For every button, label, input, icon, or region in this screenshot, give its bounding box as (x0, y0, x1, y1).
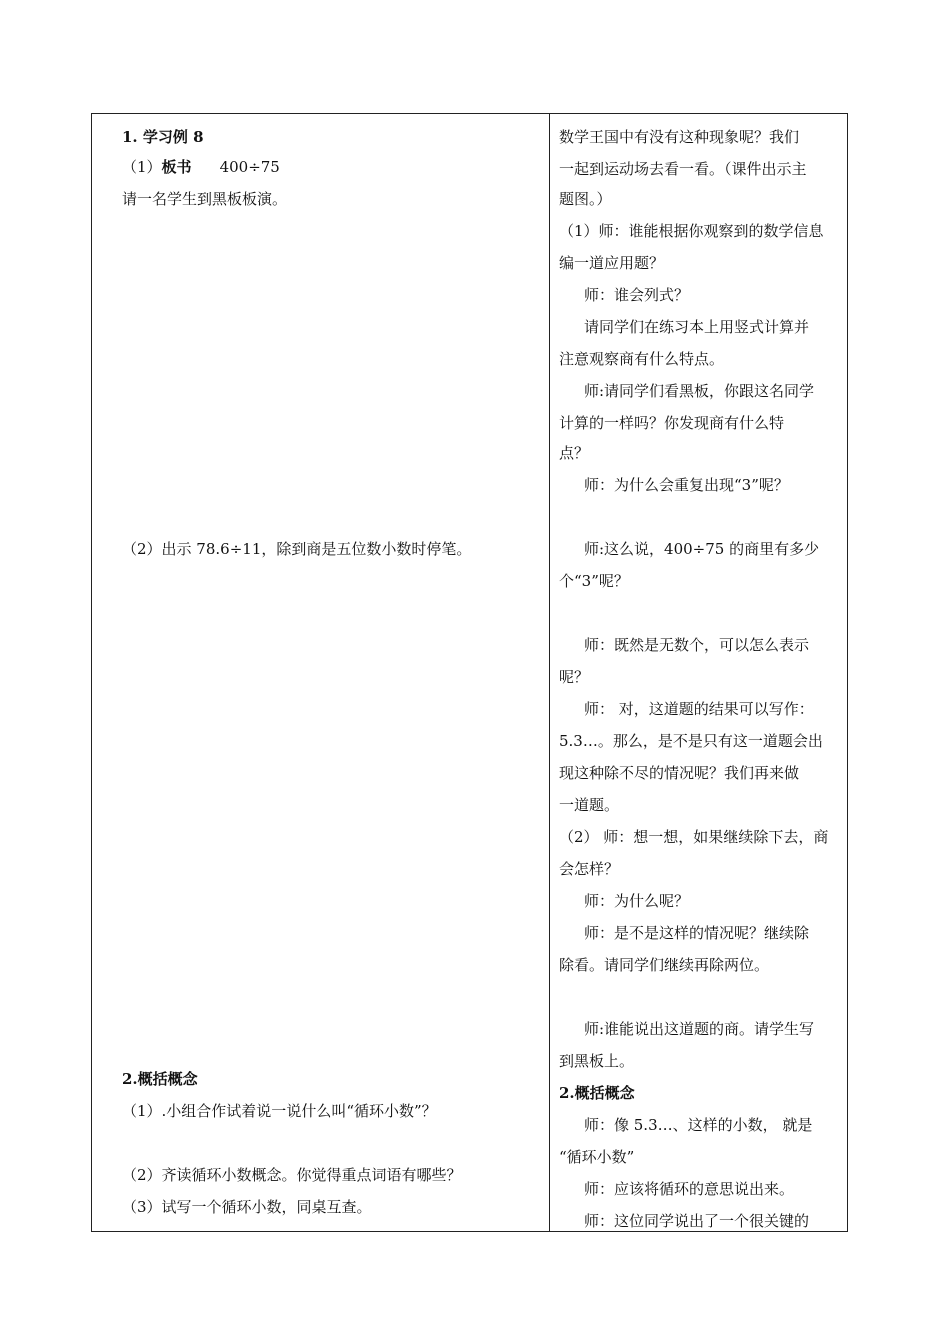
text-line: 一起到运动场去看一看。（课件出示主 (559, 160, 807, 178)
step-1-instruction: 请一名学生到黑板板演。 (122, 190, 288, 208)
text-line: 个“3”呢？ (559, 572, 629, 590)
text-line: 计算的一样吗？你发现商有什么特 (559, 414, 785, 432)
text-line: 点？ (559, 444, 590, 462)
text-line: “循环小数” (559, 1148, 635, 1166)
student-activity-column (92, 113, 548, 1232)
teacher-script-column (550, 113, 847, 1232)
text-line: 注意观察商有什么特点。 (559, 350, 725, 368)
text-line: （1）师：谁能根据你观察到的数学信息 (559, 222, 824, 240)
step-1-2: （2）出示 78.6÷11，除到商是五位数小数时停笔。 (122, 540, 472, 558)
text-line: 现这种除不尽的情况呢？我们再来做 (559, 764, 800, 782)
section-1-heading: 1. 学习例 8 (122, 128, 204, 146)
text-line: 师：为什么呢？ (584, 892, 690, 910)
text-line: 师：是不是这样的情况呢？继续除 (584, 924, 810, 942)
text-line: 师：既然是无数个，可以怎么表示 (584, 636, 810, 654)
step-2-3: （3）试写一个循环小数，同桌互查。 (122, 1198, 372, 1216)
text-line: （2） 师：想一想，如果继续除下去，商 (559, 828, 829, 846)
text-line: 师:谁能说出这道题的商。请学生写 (584, 1020, 815, 1038)
step-1-1 (122, 157, 280, 177)
text-line: 师：这位同学说出了一个很关键的 (584, 1212, 810, 1230)
text-line: 数学王国中有没有这种现象呢？我们 (559, 128, 800, 146)
step-2-1: （1）.小组合作试着说一说什么叫“循环小数”？ (122, 1102, 437, 1120)
text-line: 到黑板上。 (559, 1052, 635, 1070)
text-line: 师:请同学们看黑板，你跟这名同学 (584, 382, 815, 400)
text-line: 师：应该将循环的意思说出来。 (584, 1180, 795, 1198)
text-line: 师：像 5.3…、这样的小数， 就是 (584, 1116, 813, 1134)
text-line: 呢？ (559, 668, 590, 686)
text-line: 5.3…。那么，是不是只有这一道题会出 (559, 732, 823, 750)
section-2-heading: 2.概括概念 (122, 1070, 198, 1088)
text-line: 师：谁会列式？ (584, 286, 690, 304)
text-line: 除看。请同学们继续再除两位。 (559, 956, 770, 974)
text-line: 师：为什么会重复出现“3”呢？ (584, 476, 789, 494)
text-line: 师:这么说，400÷75 的商里有多少 (584, 540, 820, 558)
text-line: 题图。） (559, 190, 612, 208)
text-line: 请同学们在练习本上用竖式计算并 (584, 318, 810, 336)
step-2-2: （2）齐读循环小数概念。你觉得重点词语有哪些？ (122, 1166, 462, 1184)
board-writing-label: 板书 (161, 158, 192, 176)
section-2-heading-right: 2.概括概念 (559, 1084, 635, 1102)
division-expression: 400÷75 (219, 158, 280, 176)
text-line: 一道题。 (559, 796, 620, 814)
text-line: 会怎样？ (559, 860, 620, 878)
step-prefix: （1） (122, 158, 162, 176)
text-line: 编一道应用题？ (559, 254, 665, 272)
text-line: 师： 对，这道题的结果可以写作： (584, 700, 814, 718)
